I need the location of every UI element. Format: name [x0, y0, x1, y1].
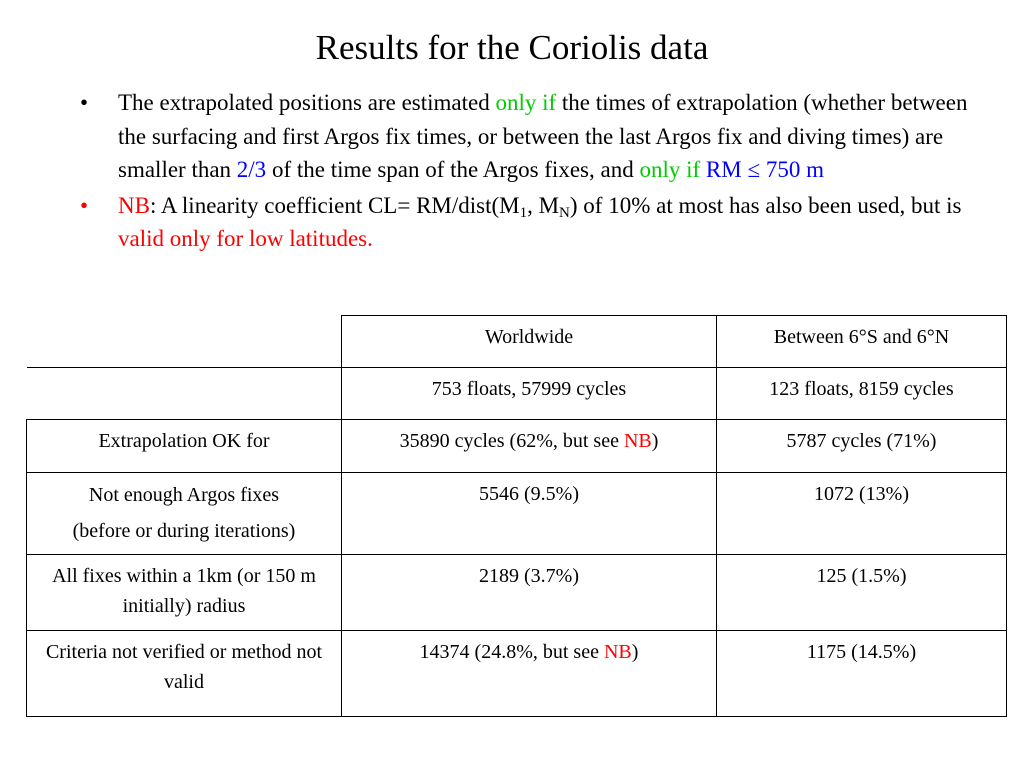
- header-worldwide: Worldwide: [342, 316, 717, 368]
- empty-corner-cell: [27, 316, 342, 368]
- bullet-text: The extrapolated positions are estimated: [118, 90, 496, 115]
- table-row: [27, 631, 1007, 717]
- subscript-n: N: [559, 204, 570, 221]
- row-label: [27, 473, 342, 555]
- nb-reference: NB: [623, 430, 652, 452]
- bullet-text: , M: [527, 192, 560, 218]
- table-header-row: [27, 316, 1007, 368]
- cell-text: ): [651, 430, 659, 452]
- counts-worldwide: 753 floats, 57999 cycles: [342, 368, 717, 420]
- bullet-list: [80, 86, 970, 258]
- header-equatorial: Between 6°S and 6°N: [717, 316, 1007, 368]
- bullet-text: : A linearity coefficient CL= RM/dist(M: [149, 192, 520, 218]
- table-row: [27, 555, 1007, 631]
- row-label: Extrapolation OK for: [27, 420, 342, 473]
- cell-worldwide: 5546 (9.5%): [342, 473, 717, 555]
- cell-text: 14374 (24.8%, but see: [419, 641, 604, 663]
- row-label-line: Not enough Argos fixes: [88, 484, 280, 506]
- counts-equatorial: 123 floats, 8159 cycles: [717, 368, 1007, 420]
- bullet-text: of the time span of the Argos fixes, and: [266, 157, 640, 182]
- cell-text: ): [631, 641, 639, 663]
- empty-corner-cell: [27, 368, 342, 420]
- subscript-1: 1: [519, 204, 528, 221]
- cell-worldwide: [342, 420, 717, 473]
- nb-label: NB: [118, 192, 150, 218]
- cell-equatorial: 5787 cycles (71%): [717, 420, 1007, 473]
- nb-reference: NB: [603, 641, 632, 663]
- bullet-text: ) of 10% at most has also been used, but is: [569, 192, 962, 218]
- bullet-dot-icon: •: [80, 90, 89, 115]
- bullet-dot-icon: •: [80, 192, 89, 218]
- row-label: All fixes within a 1km (or 150 m initially) radius: [27, 555, 342, 631]
- cell-equatorial: 125 (1.5%): [717, 555, 1007, 631]
- row-label-line: (before or during iterations): [72, 520, 296, 542]
- table-row: [27, 420, 1007, 473]
- cell-text: 35890 cycles (62%, but see: [399, 430, 624, 452]
- highlight-low-latitudes: valid only for low latitudes.: [118, 226, 373, 251]
- cell-worldwide: 2189 (3.7%): [342, 555, 717, 631]
- bullet-text: the times of extrapolation (whether between the surfacing and first Argos fix times, or between the last Argos fix and diving times) are smaller than: [118, 90, 968, 182]
- bullet-extrapolation-criteria: [80, 86, 970, 187]
- cell-worldwide: [342, 631, 717, 717]
- bullet-nb-linearity: [80, 189, 970, 256]
- row-label: Criteria not verified or method not valid: [27, 631, 342, 717]
- table-row: [27, 473, 1007, 555]
- highlight-rm-threshold: RM ≤ 750 m: [705, 157, 824, 182]
- highlight-only-if: only if: [495, 90, 557, 115]
- highlight-two-thirds: 2/3: [236, 157, 267, 182]
- slide-title: Results for the Coriolis data: [315, 28, 709, 67]
- cell-equatorial: 1072 (13%): [717, 473, 1007, 555]
- results-table: [26, 315, 1007, 717]
- highlight-only-if: only if: [639, 157, 701, 182]
- table-counts-row: [27, 368, 1007, 420]
- cell-equatorial: 1175 (14.5%): [717, 631, 1007, 717]
